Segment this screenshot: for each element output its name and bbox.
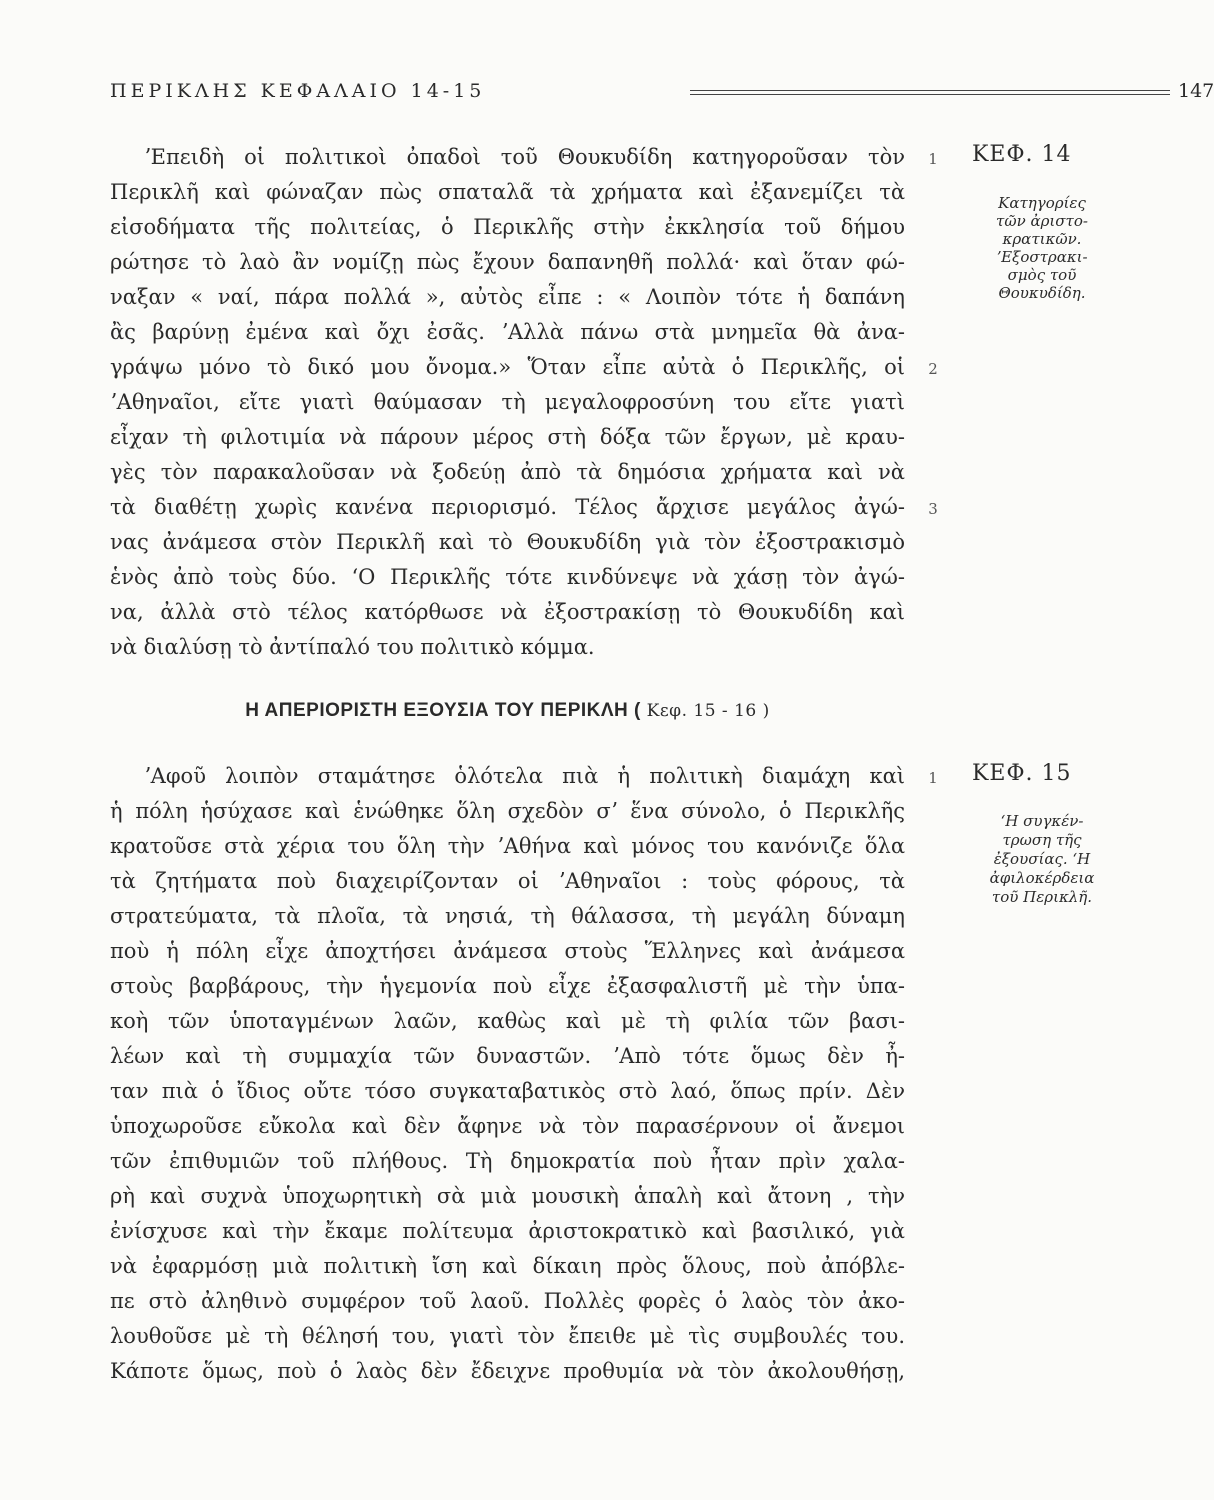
margin-line: Κατηγορίες (998, 194, 1086, 212)
line-number: 1 (928, 150, 938, 168)
section-chapter-ref: Κεφ. 15 - 16 ) (646, 701, 770, 721)
text-line: Κάποτε ὅμως, ποὺ ὁ λαὸς δὲν ἔδειχνε προθυμία νὰ τὸν ἀκολουθήσῃ, (110, 1359, 905, 1383)
margin-line: τρωση τῆς (1002, 831, 1082, 849)
text-line: γράψω μόνο τὸ δικό μου ὄνομα.» Ὅταν εἶπε αὐτὰ ὁ Περικλῆς, οἱ (110, 355, 905, 379)
text-line: Περικλῆ καὶ φώναζαν πὼς σπαταλᾶ τὰ χρήματα καὶ ἐξανεμίζει τὰ (110, 180, 905, 204)
text-line: γὲς τὸν παρακαλοῦσαν νὰ ξοδεύῃ ἀπὸ τὰ δημόσια χρήματα καὶ νὰ (110, 460, 905, 484)
text-line: πε στὸ ἀληθινὸ συμφέρον τοῦ λαοῦ. Πολλὲς φορὲς ὁ λαὸς τὸν ἀκο- (110, 1289, 905, 1313)
text-line: ʼΑθηναῖοι, εἴτε γιατὶ θαύμασαν τὴ μεγαλοφροσύνη του εἴτε γιατὶ (110, 390, 905, 414)
text-line: κοὴ τῶν ὑποταγμένων λαῶν, καθὼς καὶ μὲ τὴ φιλία τῶν βασι- (110, 1009, 905, 1033)
chapter-heading: ΚΕΦ. 14 (972, 142, 1072, 167)
margin-line: κρατικῶν. (1002, 230, 1082, 248)
section-title-text: Η ΑΠΕΡΙΟΡΙΣΤΗ ΕΞΟΥΣΙΑ ΤΟΥ ΠΕΡΙΚΛΗ ( (245, 700, 641, 721)
margin-line: τῶν ἀριστο- (996, 212, 1088, 230)
line-number: 3 (928, 500, 938, 518)
text-line: νας ἀνάμεσα στὸν Περικλῆ καὶ τὸ Θουκυδίδη γιὰ τὸν ἐξοστρακισμὸ (110, 530, 905, 554)
chapter-heading: ΚΕΦ. 15 (972, 761, 1072, 786)
text-line: νὰ διαλύσῃ τὸ ἀντίπαλό του πολιτικὸ κόμμα. (110, 635, 595, 659)
text-line: στρατεύματα, τὰ πλοῖα, τὰ νησιά, τὴ θάλασσα, τὴ μεγάλη δύναμη (110, 904, 905, 928)
text-line: ταν πιὰ ὁ ἴδιος οὔτε τόσο συγκαταβατικὸς στὸ λαό, ὅπως πρίν. Δὲν (110, 1079, 905, 1103)
margin-line: ἐξουσίας. ʻΗ (993, 850, 1091, 868)
text-line: τῶν ἐπιθυμιῶν τοῦ πλήθους. Τὴ δημοκρατία ποὺ ἦταν πρὶν χαλα- (110, 1149, 905, 1173)
text-line: ʼΕπειδὴ οἱ πολιτικοὶ ὀπαδοὶ τοῦ Θουκυδίδη κατηγοροῦσαν τὸν (144, 145, 905, 169)
text-line: νὰ ἐφαρμόσῃ μιὰ πολιτικὴ ἴση καὶ δίκαιη πρὸς ὅλους, ποὺ ἀπόβλε- (110, 1254, 905, 1278)
text-line: ἐνίσχυσε καὶ τὴν ἔκαμε πολίτευμα ἀριστοκρατικὸ καὶ βασιλικό, γιὰ (110, 1219, 905, 1243)
margin-line: τοῦ Περικλῆ. (991, 888, 1093, 906)
text-line: να, ἀλλὰ στὸ τέλος κατόρθωσε νὰ ἐξοστρακίσῃ τὸ Θουκυδίδη καὶ (110, 600, 905, 624)
section-title (110, 700, 905, 722)
margin-line: ʻΗ συγκέν- (1000, 812, 1084, 830)
running-header (110, 80, 1214, 110)
text-line: ἡ πόλη ἡσύχασε καὶ ἑνώθηκε ὅλη σχεδὸν σʼ ἕνα σύνολο, ὁ Περικλῆς (110, 799, 905, 823)
text-line: ʼΑφοῦ λοιπὸν σταμάτησε ὁλότελα πιὰ ἡ πολιτικὴ διαμάχη καὶ (144, 764, 905, 788)
text-line: ποὺ ἡ πόλη εἶχε ἀποχτήσει ἀνάμεσα στοὺς Ἕλληνες καὶ ἀνάμεσα (110, 939, 905, 963)
header-rule (690, 90, 1170, 95)
margin-line: ʼΕξοστρακι- (996, 248, 1088, 266)
margin-line: ἀφιλοκέρδεια (989, 869, 1095, 887)
text-line: εἰσοδήματα τῆς πολιτείας, ὁ Περικλῆς στὴν ἐκκλησία τοῦ δήμου (110, 215, 905, 239)
running-title: ΠΕΡΙΚΛΗΣ ΚΕΦΑΛΑΙΟ 14-15 (110, 80, 486, 102)
text-line: ρὴ καὶ συχνὰ ὑποχωρητικὴ σὰ μιὰ μουσικὴ ἁπαλὴ καὶ ἄτονη , τὴν (110, 1184, 905, 1208)
text-line: λέων καὶ τὴ συμμαχία τῶν δυναστῶν. ʼΑπὸ τότε ὅμως δὲν ἦ- (110, 1044, 905, 1068)
text-line: ὑποχωροῦσε εὔκολα καὶ δὲν ἄφηνε νὰ τὸν παρασέρνουν οἱ ἄνεμοι (110, 1114, 905, 1138)
text-line: κρατοῦσε στὰ χέρια του ὅλη τὴν ʼΑθήνα καὶ μόνος του κανόνιζε ὅλα (110, 834, 905, 858)
text-line: ἂς βαρύνῃ ἐμένα καὶ ὄχι ἐσᾶς. ʼΑλλὰ πάνω στὰ μνημεῖα θὰ ἀνα- (110, 320, 905, 344)
text-line: ρώτησε τὸ λαὸ ἂν νομίζῃ πὼς ἔχουν δαπανηθῆ πολλά· καὶ ὅταν φώ- (110, 250, 905, 274)
text-line: λουθοῦσε μὲ τὴ θέλησή του, γιατὶ τὸν ἔπειθε μὲ τὶς συμβουλές του. (110, 1324, 905, 1348)
margin-line: Θουκυδίδη. (998, 284, 1086, 302)
margin-line: σμὸς τοῦ (1007, 266, 1077, 284)
page-number: 147 (1178, 80, 1214, 102)
text-line: στοὺς βαρβάρους, τὴν ἡγεμονία ποὺ εἶχε ἐξασφαλιστῆ μὲ τὴν ὑπα- (110, 974, 905, 998)
text-line: ναξαν « ναί, πάρα πολλά », αὐτὸς εἶπε : « Λοιπὸν τότε ἡ δαπάνη (110, 285, 905, 309)
text-line: εἶχαν τὴ φιλοτιμία νὰ πάρουν μέρος στὴ δόξα τῶν ἔργων, μὲ κραυ- (110, 425, 905, 449)
text-line: τὰ ζητήματα ποὺ διαχειρίζονταν οἱ ʼΑθηναῖοι : τοὺς φόρους, τὰ (110, 869, 905, 893)
text-line: τὰ διαθέτῃ χωρὶς κανένα περιορισμό. Τέλος ἄρχισε μεγάλος ἀγώ- (110, 495, 905, 519)
line-number: 2 (928, 360, 938, 378)
text-line: ἑνὸς ἀπὸ τοὺς δύο. ʻΟ Περικλῆς τότε κινδύνεψε νὰ χάσῃ τὸν ἀγώ- (110, 565, 905, 589)
line-number: 1 (928, 769, 938, 787)
